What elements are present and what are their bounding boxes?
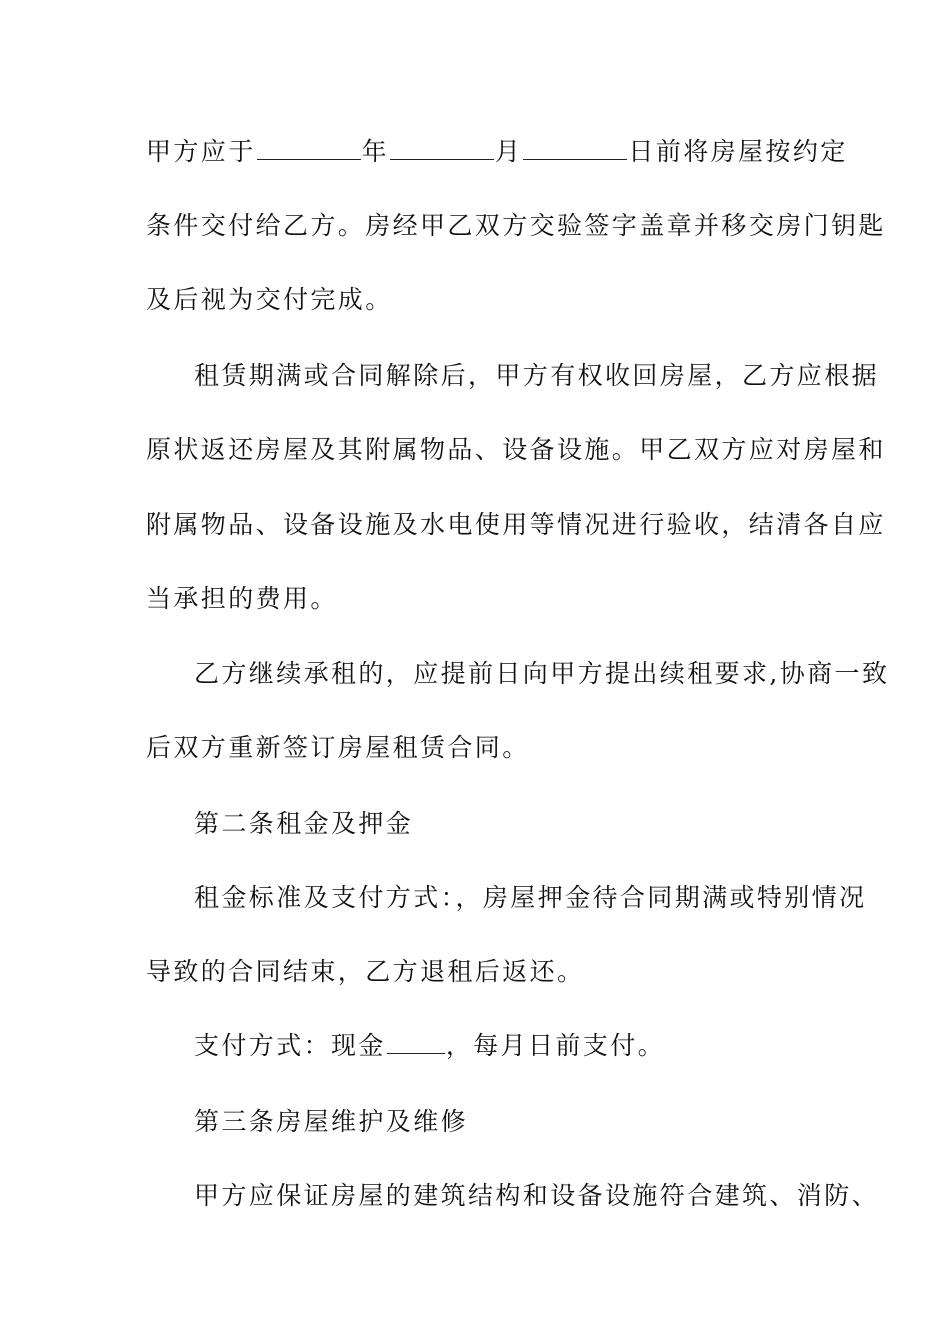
blank-year-field bbox=[257, 132, 361, 160]
paragraph-line-2: 条件交付给乙方。房经甲乙双方交验签字盖章并移交房门钥匙 bbox=[146, 211, 886, 240]
section-heading-article-3: 第三条房屋维护及维修 bbox=[194, 1107, 469, 1136]
text-segment: 日前将房屋按约定 bbox=[628, 137, 848, 166]
blank-cash-field bbox=[387, 1026, 445, 1054]
paragraph-line-11: 租金标准及支付方式：，房屋押金待合同期满或特别情况 bbox=[194, 883, 867, 912]
text-segment: 支付方式：现金 bbox=[194, 1031, 386, 1060]
text-segment: ，每月日前支付。 bbox=[445, 1031, 666, 1060]
paragraph-line-4: 租赁期满或合同解除后，甲方有权收回房屋，乙方应根据 bbox=[194, 361, 880, 390]
section-heading-article-2: 第二条租金及押金 bbox=[194, 809, 414, 838]
paragraph-line-1 bbox=[146, 132, 848, 172]
paragraph-line-13 bbox=[194, 1026, 864, 1066]
text-segment: 甲方应于 bbox=[146, 137, 256, 166]
paragraph-line-3: 及后视为交付完成。 bbox=[146, 285, 393, 314]
paragraph-line-12: 导致的合同结束，乙方退租后返还。 bbox=[146, 957, 585, 986]
paragraph-line-9: 后双方重新签订房屋租赁合同。 bbox=[146, 733, 530, 762]
paragraph-line-7: 当承担的费用。 bbox=[146, 584, 338, 613]
paragraph-line-5: 原状返还房屋及其附属物品、设备设施。甲乙双方应对房屋和 bbox=[146, 435, 886, 464]
text-segment: 年 bbox=[361, 137, 390, 166]
text-segment: 月 bbox=[495, 137, 523, 166]
blank-month-field bbox=[390, 132, 494, 160]
blank-day-field bbox=[523, 132, 627, 160]
paragraph-line-6: 附属物品、设备设施及水电使用等情况进行验收，结清各自应 bbox=[146, 510, 886, 539]
paragraph-line-8: 乙方继续承租的，应提前日向甲方提出续租要求,协商一致 bbox=[194, 659, 890, 688]
paragraph-line-15: 甲方应保证房屋的建筑结构和设备设施符合建筑、消防、 bbox=[194, 1181, 880, 1210]
